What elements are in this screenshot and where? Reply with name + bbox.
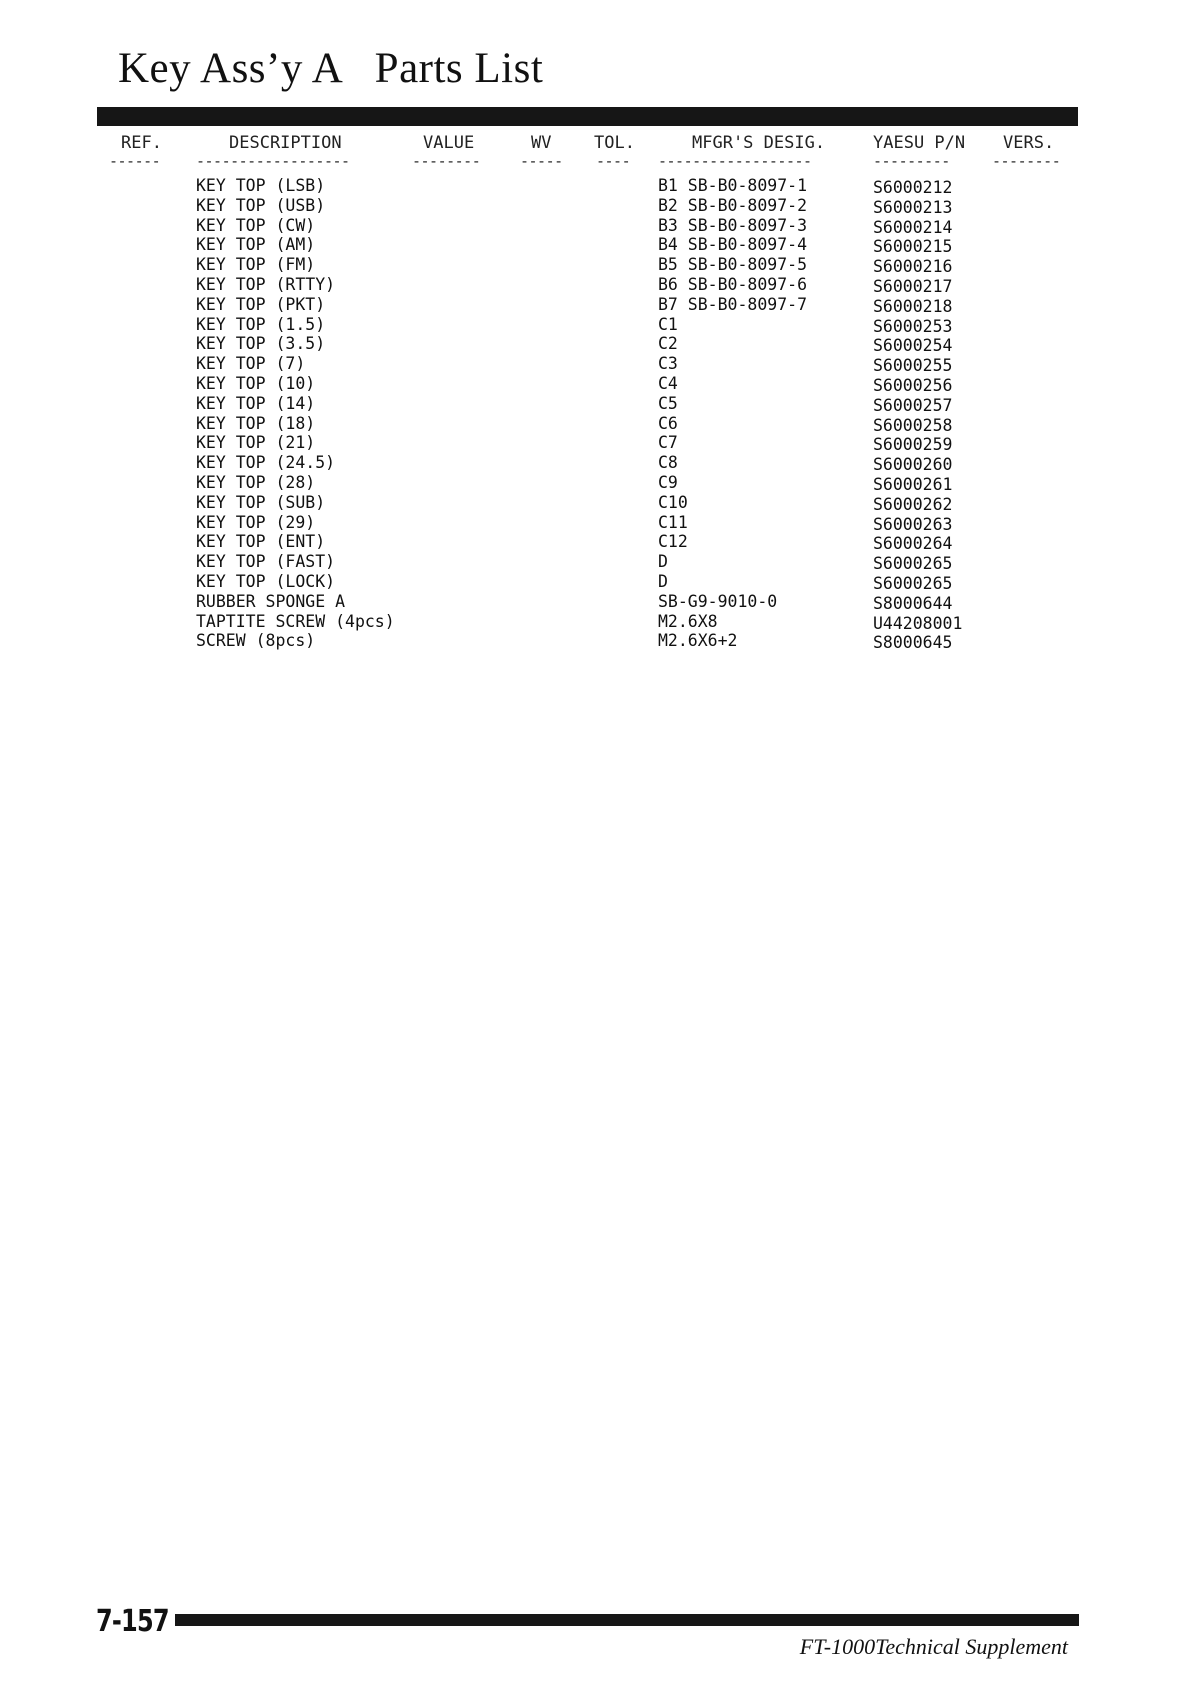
part-yaesu-pn: S6000214: [873, 217, 953, 237]
part-yaesu-pn: S6000215: [873, 237, 953, 257]
part-description: RUBBER SPONGE A: [196, 591, 346, 611]
table-row: [0, 453, 1190, 473]
col-underline-wv: -----: [520, 152, 563, 170]
table-row: [0, 196, 1190, 216]
part-mfgr-desig: M2.6X6+2: [658, 631, 738, 651]
part-mfgr-desig: C8: [658, 453, 678, 473]
part-mfgr-desig: B7 SB-B0-8097-7: [658, 294, 808, 314]
table-row: [0, 176, 1190, 196]
part-description: KEY TOP (RTTY): [196, 274, 336, 294]
col-header-yaesu-pn: YAESU P/N: [873, 133, 966, 153]
part-mfgr-desig: C9: [658, 472, 678, 492]
table-row: [0, 374, 1190, 394]
part-description: KEY TOP (PKT): [196, 294, 326, 314]
table-row: [0, 631, 1190, 651]
col-underline-yaesu-pn: ---------: [873, 152, 950, 170]
part-yaesu-pn: S6000212: [873, 178, 953, 197]
part-description: KEY TOP (21): [196, 433, 316, 453]
part-mfgr-desig: B3 SB-B0-8097-3: [658, 215, 808, 235]
col-underline-ref: ------: [109, 152, 161, 170]
col-underline-value: --------: [412, 152, 481, 170]
part-description: KEY TOP (LSB): [196, 176, 326, 195]
table-row: [0, 532, 1190, 552]
col-underline-vers: --------: [992, 152, 1061, 170]
part-yaesu-pn: S8000645: [873, 633, 953, 653]
part-mfgr-desig: M2.6X8: [658, 611, 718, 631]
part-mfgr-desig: C1: [658, 314, 678, 334]
part-yaesu-pn: S6000216: [873, 257, 953, 277]
table-row: [0, 513, 1190, 533]
part-yaesu-pn: S6000265: [873, 554, 953, 574]
part-yaesu-pn: S6000262: [873, 494, 953, 514]
table-row: [0, 275, 1190, 295]
table-row: [0, 592, 1190, 612]
part-description: KEY TOP (29): [196, 512, 316, 532]
part-description: KEY TOP (24.5): [196, 453, 336, 473]
part-yaesu-pn: S8000644: [873, 593, 953, 613]
part-mfgr-desig: C4: [658, 373, 678, 393]
part-description: KEY TOP (FM): [196, 255, 316, 275]
part-mfgr-desig: B2 SB-B0-8097-2: [658, 195, 808, 215]
part-mfgr-desig: C3: [658, 354, 678, 374]
col-header-wv: WV: [531, 133, 552, 153]
part-mfgr-desig: B4 SB-B0-8097-4: [658, 235, 808, 255]
table-row: [0, 612, 1190, 632]
part-description: KEY TOP (18): [196, 413, 316, 433]
table-row: [0, 572, 1190, 592]
table-row: [0, 235, 1190, 255]
part-description: KEY TOP (10): [196, 373, 316, 393]
footer-title: FT-1000Technical Supplement: [799, 1634, 1068, 1659]
col-header-description: DESCRIPTION: [229, 133, 342, 153]
part-yaesu-pn: S6000259: [873, 435, 953, 455]
col-header-tol: TOL.: [594, 133, 635, 153]
table-row: [0, 433, 1190, 453]
part-description: KEY TOP (28): [196, 472, 316, 492]
col-header-vers: VERS.: [1003, 133, 1055, 153]
footer-rule: [175, 1614, 1079, 1626]
part-yaesu-pn: S6000258: [873, 415, 953, 435]
table-row: [0, 473, 1190, 493]
table-row: [0, 255, 1190, 275]
header-rule: [97, 107, 1078, 126]
part-description: TAPTITE SCREW (4pcs): [196, 611, 395, 631]
part-mfgr-desig: D: [658, 571, 668, 591]
part-description: KEY TOP (CW): [196, 215, 316, 235]
part-yaesu-pn: S6000256: [873, 375, 953, 395]
part-yaesu-pn: U44208001: [873, 613, 963, 633]
part-mfgr-desig: B6 SB-B0-8097-6: [658, 274, 808, 294]
part-mfgr-desig: SB-G9-9010-0: [658, 591, 778, 611]
part-description: KEY TOP (7): [196, 354, 306, 374]
part-description: KEY TOP (AM): [196, 235, 316, 255]
part-yaesu-pn: S6000255: [873, 356, 953, 376]
page-title: Key Ass’y A Parts List: [118, 45, 544, 92]
table-row: [0, 315, 1190, 335]
table-row: [0, 552, 1190, 572]
part-mfgr-desig: C6: [658, 413, 678, 433]
part-description: KEY TOP (LOCK): [196, 571, 336, 591]
table-row: [0, 216, 1190, 236]
col-header-ref: REF.: [121, 133, 162, 153]
part-description: KEY TOP (1.5): [196, 314, 326, 334]
part-mfgr-desig: C10: [658, 492, 688, 512]
part-mfgr-desig: B1 SB-B0-8097-1: [658, 176, 808, 195]
part-mfgr-desig: C2: [658, 334, 678, 354]
col-header-mfgr: MFGR'S DESIG.: [692, 133, 826, 153]
part-description: KEY TOP (ENT): [196, 532, 326, 552]
table-row: [0, 493, 1190, 513]
part-mfgr-desig: C7: [658, 433, 678, 453]
part-yaesu-pn: S6000264: [873, 534, 953, 554]
table-row: [0, 354, 1190, 374]
part-mfgr-desig: B5 SB-B0-8097-5: [658, 255, 808, 275]
part-description: KEY TOP (SUB): [196, 492, 326, 512]
part-description: KEY TOP (FAST): [196, 552, 336, 572]
col-underline-tol: ----: [596, 152, 631, 170]
part-mfgr-desig: D: [658, 552, 668, 572]
col-underline-mfgr: ------------------: [658, 152, 812, 170]
part-yaesu-pn: S6000257: [873, 395, 953, 415]
part-yaesu-pn: S6000253: [873, 316, 953, 336]
table-row: [0, 334, 1190, 354]
page-number: 7-157: [96, 1604, 169, 1639]
part-description: SCREW (8pcs): [196, 631, 316, 651]
part-description: KEY TOP (3.5): [196, 334, 326, 354]
part-yaesu-pn: S6000254: [873, 336, 953, 356]
part-yaesu-pn: S6000213: [873, 197, 953, 217]
part-mfgr-desig: C12: [658, 532, 688, 552]
parts-table-body: [0, 176, 1190, 651]
col-underline-description: ------------------: [196, 152, 350, 170]
part-yaesu-pn: S6000265: [873, 573, 953, 593]
part-mfgr-desig: C11: [658, 512, 688, 532]
table-row: [0, 295, 1190, 315]
part-yaesu-pn: S6000263: [873, 514, 953, 534]
part-mfgr-desig: C5: [658, 393, 678, 413]
part-yaesu-pn: S6000260: [873, 455, 953, 475]
part-yaesu-pn: S6000217: [873, 276, 953, 296]
part-yaesu-pn: S6000261: [873, 474, 953, 494]
part-yaesu-pn: S6000218: [873, 296, 953, 316]
table-row: [0, 414, 1190, 434]
col-header-value: VALUE: [423, 133, 475, 153]
table-row: [0, 394, 1190, 414]
part-description: KEY TOP (14): [196, 393, 316, 413]
part-description: KEY TOP (USB): [196, 195, 326, 215]
